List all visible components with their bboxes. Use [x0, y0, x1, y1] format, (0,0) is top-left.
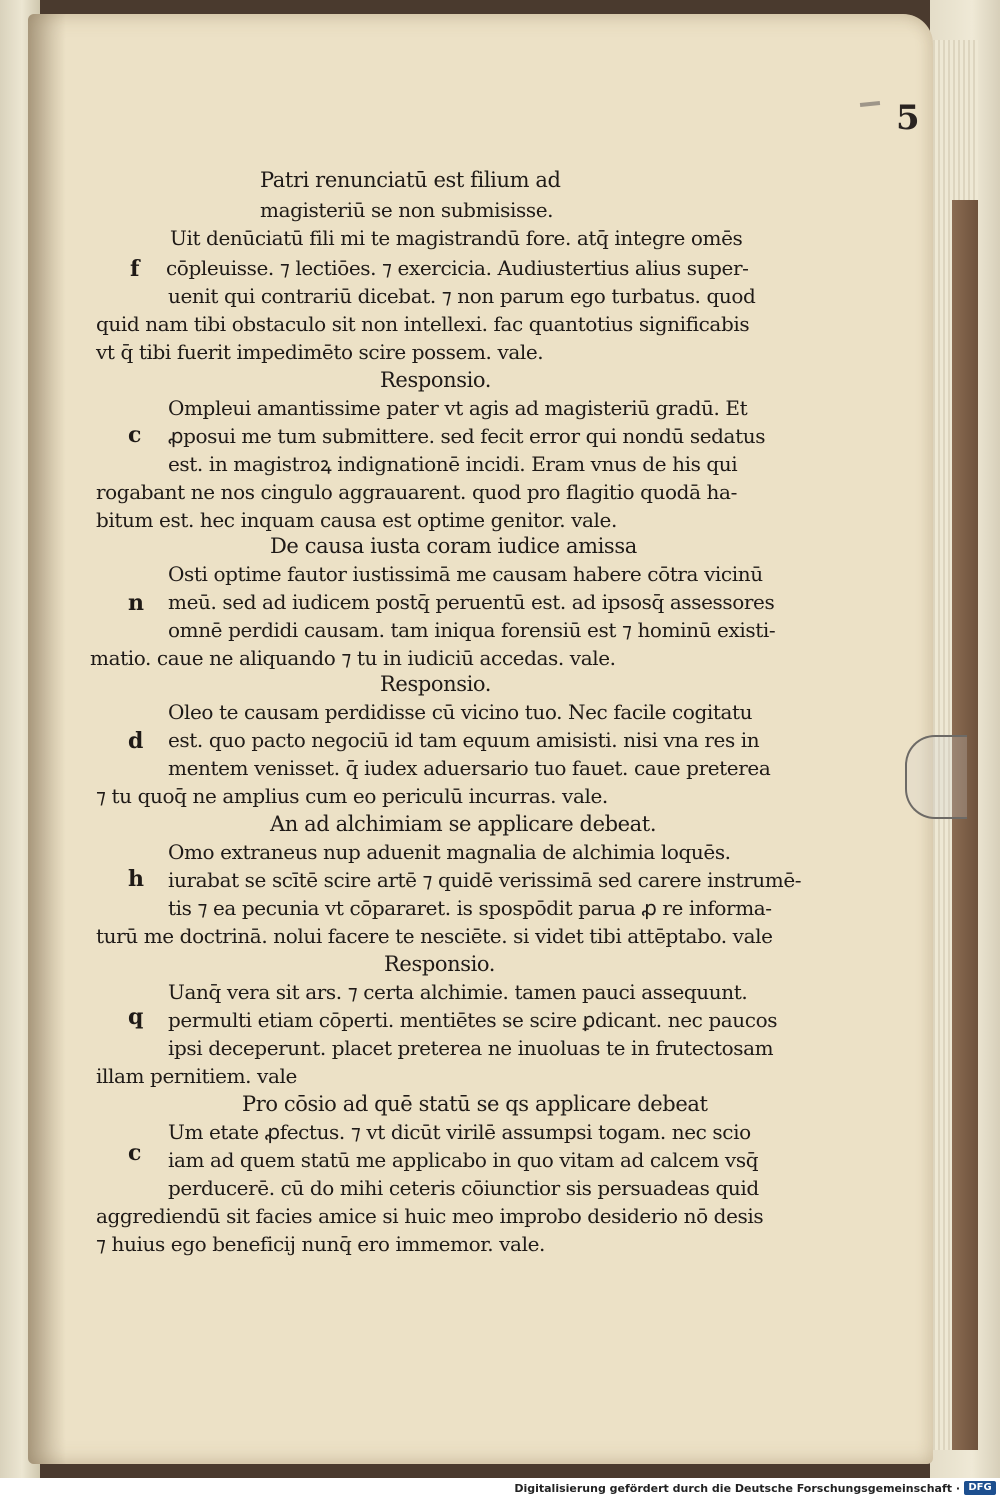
text-line: magisteriū se non submisisse. — [260, 198, 554, 222]
text-line: mentem venisset. q̄ iudex aduersario tuo fauet. caue preterea — [168, 756, 771, 780]
text-line: vt q̄ tibi fuerit impedimēto scire possem. vale. — [96, 340, 544, 364]
text-line: Osti optime fautor iustissimā me causam habere cōtra vicinū — [168, 562, 763, 586]
text-line: Um etate ꝓfectus. ⁊ vt dicūt virilē assumpsi togam. nec scio — [168, 1120, 751, 1144]
text-line: Patri renunciatū est filium ad — [260, 168, 561, 192]
text-line: Oleo te causam perdidisse cū vicino tuo. Nec facile cogitatu — [168, 700, 753, 724]
text-line: bitum est. hec inquam causa est optime genitor. vale. — [96, 508, 617, 532]
text-line: iurabat se scītē scire artē ⁊ quidē verissimā sed carere instrumē- — [168, 868, 802, 892]
guide-initial: f — [130, 256, 140, 282]
text-line: permulti etiam cōperti. mentiētes se scire ꝑdicant. nec paucos — [168, 1008, 778, 1032]
text-line: est. quo pacto negociū id tam equum amisisti. nisi vna res in — [168, 728, 760, 752]
guide-initial: d — [128, 728, 144, 754]
text-line: Responsio. — [380, 368, 492, 392]
text-line: Omo extraneus nup aduenit magnalia de alchimia loquēs. — [168, 840, 731, 864]
text-line: rogabant ne nos cingulo aggrauarent. quod pro flagitio quodā ha- — [96, 480, 737, 504]
text-line: est. in magistroꝝ indignationē incidi. Eram vnus de his qui — [168, 452, 738, 476]
text-line: De causa iusta coram iudice amissa — [270, 534, 637, 558]
text-line: Pro cōsio ad quē statū se qs applicare debeat — [242, 1092, 708, 1116]
folio-number: 5 — [896, 98, 920, 138]
guide-initial: n — [128, 590, 144, 616]
text-line: matio. caue ne aliquando ⁊ tu in iudiciū accedas. vale. — [90, 646, 616, 670]
funding-notice: Digitalisierung gefördert durch die Deutsche Forschungsgemeinschaft · — [514, 1482, 960, 1495]
text-line: tis ⁊ ea pecunia vt cōpararet. is spospōdit parua ꝓ re informa- — [168, 896, 772, 920]
text-line: iam ad quem statū me applicabo in quo vitam ad calcem vsq̄ — [168, 1148, 759, 1172]
text-line: turū me doctrinā. nolui facere te nesciēte. si videt tibi attēptabo. vale — [96, 924, 773, 948]
text-line: Ompleui amantissime pater vt agis ad magisteriū gradū. Et — [168, 396, 748, 420]
page-clip — [905, 735, 967, 819]
text-line: omnē perdidi causam. tam iniqua forensiū est ⁊ hominū existi- — [168, 618, 776, 642]
dfg-logo: DFG — [964, 1481, 996, 1495]
text-line: ipsi deceperunt. placet preterea ne inuoluas te in frutectosam — [168, 1036, 774, 1060]
page-text — [28, 14, 933, 1464]
text-line: ꝓposui me tum submittere. sed fecit error qui nondū sedatus — [168, 424, 766, 448]
book-page — [28, 14, 933, 1464]
guide-initial: c — [128, 1140, 142, 1166]
text-line: quid nam tibi obstaculo sit non intellexi. fac quantotius significabis — [96, 312, 750, 336]
text-line: Responsio. — [384, 952, 496, 976]
text-line: ⁊ huius ego beneficij nunq̄ ero immemor. vale. — [96, 1232, 545, 1256]
binding-board — [952, 200, 978, 1450]
text-line: perducerē. cū do mihi ceteris cōiunctior sis persuadeas quid — [168, 1176, 759, 1200]
text-line: cōpleuisse. ⁊ lectiōes. ⁊ exercicia. Audiustertius alius super- — [166, 256, 749, 280]
text-line: Uanq̄ vera sit ars. ⁊ certa alchimie. tamen pauci assequunt. — [168, 980, 748, 1004]
text-line: An ad alchimiam se applicare debeat. — [270, 812, 657, 836]
text-line: Responsio. — [380, 672, 492, 696]
text-line: illam pernitiem. vale — [96, 1064, 297, 1088]
text-line: ⁊ tu quoq̄ ne amplius cum eo periculū incurras. vale. — [96, 784, 608, 808]
guide-initial: q — [128, 1004, 144, 1030]
footer-bar — [0, 1480, 1000, 1498]
guide-initial: c — [128, 422, 142, 448]
text-line: meū. sed ad iudicem postq̄ peruentū est. ad ipsosq̄ assessores — [168, 590, 775, 614]
text-line: uenit qui contrariū dicebat. ⁊ non parum ego turbatus. quod — [168, 284, 756, 308]
text-line: Uit denūciatū fili mi te magistrandū fore. atq̄ integre omēs — [170, 226, 743, 250]
text-line: aggrediendū sit facies amice si huic meo improbo desiderio nō desis — [96, 1204, 764, 1228]
guide-initial: h — [128, 866, 144, 892]
